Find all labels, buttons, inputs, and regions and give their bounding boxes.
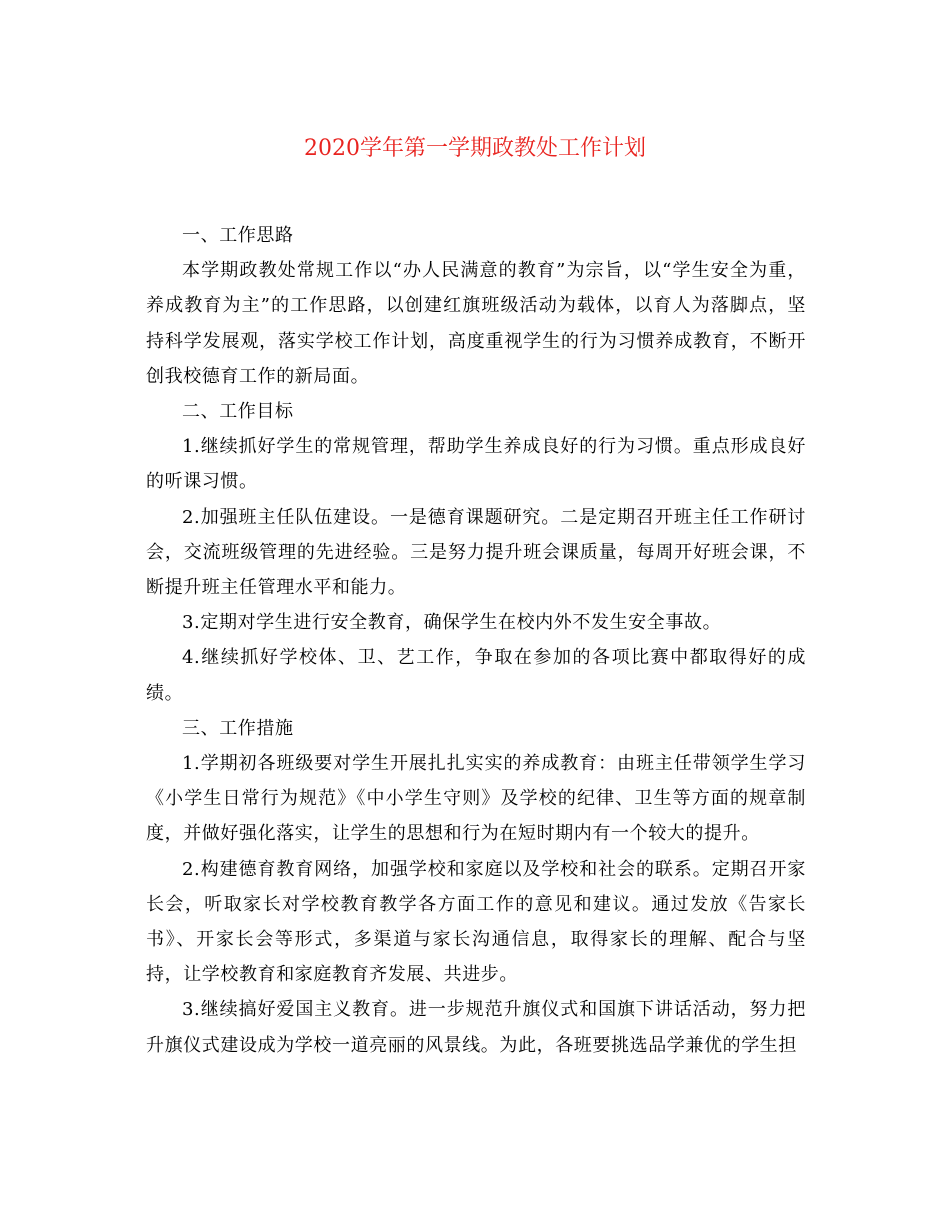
paragraph: 本学期政教处常规工作以“办人民满意的教育”为宗旨，以“学生安全为重，养成教育为主”的工作思路，以创建红旗班级活动为载体，以育人为落脚点，坚持科学发展观，落实学校工作计划，高度重视学生的行为习惯养成教育，不断开创我校德育工作的新局面。: [146, 260, 806, 387]
measure-item: 1.学期初各班级要对学生开展扎扎实实的养成教育：由班主任带领学生学习《小学生日常行为规范》《中小学生守则》及学校的纪律、卫生等方面的规章制度，并做好强化落实，让学生的思想和行为在短时期内有一个较大的提升。: [146, 753, 806, 845]
goal-item: 2.加强班主任队伍建设。一是德育课题研究。二是定期召开班主任工作研讨会，交流班级管理的先进经验。三是努力提升班会课质量，每周开好班会课，不断提升班主任管理水平和能力。: [146, 506, 806, 599]
section-heading: 三、工作措施: [182, 717, 294, 739]
section-heading: 二、工作目标: [182, 401, 294, 423]
goal-item: 4.继续抓好学校体、卫、艺工作，争取在参加的各项比赛中都取得好的成绩。: [146, 647, 806, 704]
goal-item: 1.继续抓好学生的常规管理，帮助学生养成良好的行为习惯。重点形成良好的听课习惯。: [146, 436, 806, 493]
document-title: 2020学年第一学期政教处工作计划: [304, 136, 646, 161]
measure-item: 2.构建德育教育网络，加强学校和家庭以及学校和社会的联系。定期召开家长会，听取家长对学校教育教学各方面工作的意见和建议。通过发放《告家长书》、开家长会等形式，多渠道与家长沟通信息，取得家长的理解、配合与坚持，让学校教育和家庭教育齐发展、共进步。: [146, 858, 806, 986]
section-heading: 一、工作思路: [182, 225, 294, 246]
document-body: [146, 218, 806, 1063]
goal-item: 3.定期对学生进行安全教育，确保学生在校内外不发生安全事故。: [182, 612, 722, 634]
measure-item: 3.继续搞好爱国主义教育。进一步规范升旗仪式和国旗下讲话活动，努力把升旗仪式建设成为学校一道亮丽的风景线。为此，各班要挑选品学兼优的学生担: [146, 999, 806, 1056]
